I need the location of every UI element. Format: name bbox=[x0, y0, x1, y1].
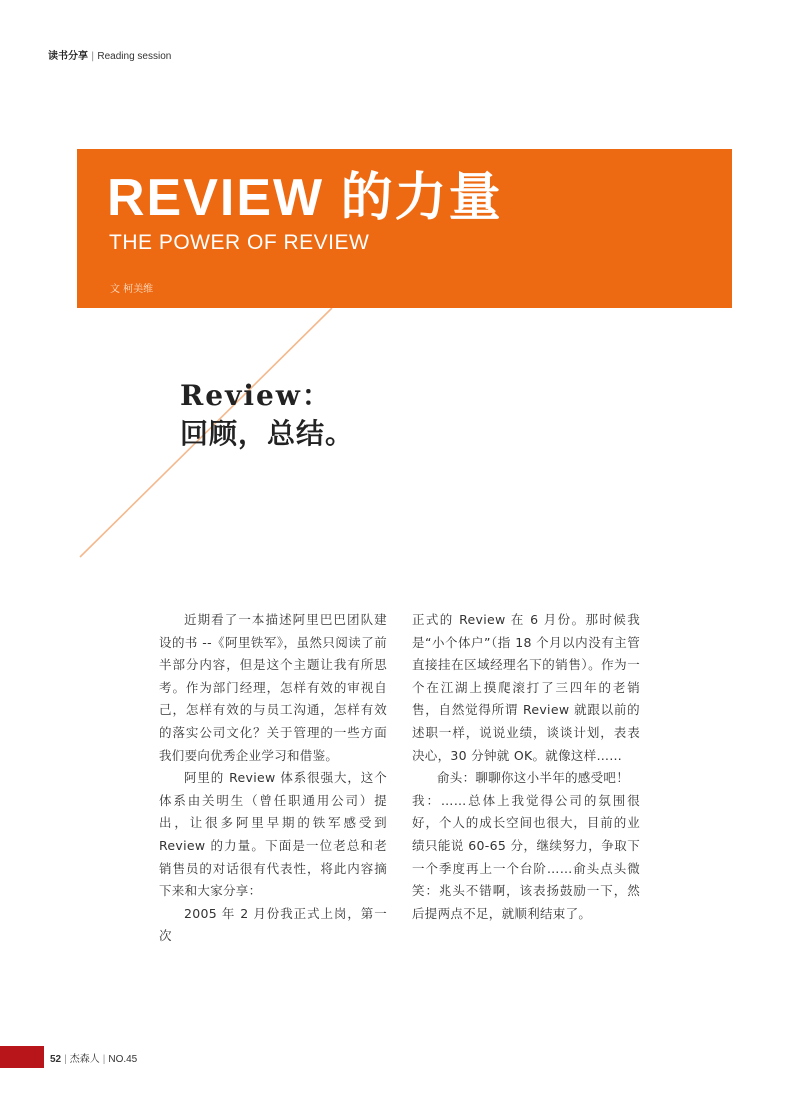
issue-number: NO.45 bbox=[108, 1054, 138, 1065]
pull-quote-line-2: 回顾，总结。 bbox=[180, 417, 355, 450]
magazine-name: 杰森人 bbox=[69, 1054, 100, 1065]
section-label-zh: 读书分享 bbox=[48, 51, 88, 62]
page-footer bbox=[50, 1050, 137, 1065]
article-column-right bbox=[412, 609, 640, 925]
article-subtitle: THE POWER OF REVIEW bbox=[109, 231, 370, 254]
paragraph: 阿里的 Review 体系很强大，这个体系由关明生（曾任职通用公司）提出，让很多阿里早期的铁军感受到 Review 的力量。下面是一位老总和老销售员的对话很有代表性，将此内容摘下来和大家分享： bbox=[159, 770, 387, 899]
paragraph: 近期看了一本描述阿里巴巴团队建设的书 --《阿里铁军》，虽然只阅读了前半部分内容，但是这个主题让我有所思考。作为部门经理，怎样有效的审视自己，怎样有效的与员工沟通，怎样有效的落实公司文化？关于管理的一些方面我们要向优秀企业学习和借鉴。 bbox=[159, 612, 387, 763]
article-title: REVIEW 的力量 bbox=[107, 169, 503, 227]
article-author: 文 柯美维 bbox=[110, 284, 154, 295]
section-separator: | bbox=[91, 51, 95, 62]
article-column-left bbox=[159, 609, 387, 948]
pull-quote bbox=[180, 378, 354, 454]
title-banner bbox=[77, 149, 732, 308]
pull-quote-line-1: Review： bbox=[180, 379, 332, 412]
paragraph: 我：……总体上我觉得公司的氛围很好，个人的成长空间也很大，目前的业绩只能说 60-65 分，继续努力，争取下一个季度再上一个台阶……俞头点头微笑：兆头不错啊，该表扬鼓励一下，然后提两点不足，就顺利结束了。 bbox=[412, 792, 640, 921]
section-label-en: Reading session bbox=[97, 51, 172, 62]
page-number: 52 bbox=[50, 1054, 62, 1065]
paragraph: 俞头：聊聊你这小半年的感受吧！ bbox=[437, 770, 630, 786]
paragraph: 2005 年 2 月份我正式上岗，第一次 bbox=[159, 905, 387, 944]
footer-accent-bar bbox=[0, 1046, 44, 1068]
paragraph: 正式的 Review 在 6 月份。那时候我是“小个体户”（指 18 个月以内没有主管直接挂在区域经理名下的销售）。作为一个在江湖上摸爬滚打了三四年的老销售，自然觉得所谓 Review 就跟以前的述职一样，说说业绩，谈谈计划，表表决心，30 分钟就 OK。就像这样…… bbox=[412, 612, 640, 763]
footer-separator: | bbox=[102, 1054, 106, 1065]
footer-separator: | bbox=[64, 1054, 67, 1065]
